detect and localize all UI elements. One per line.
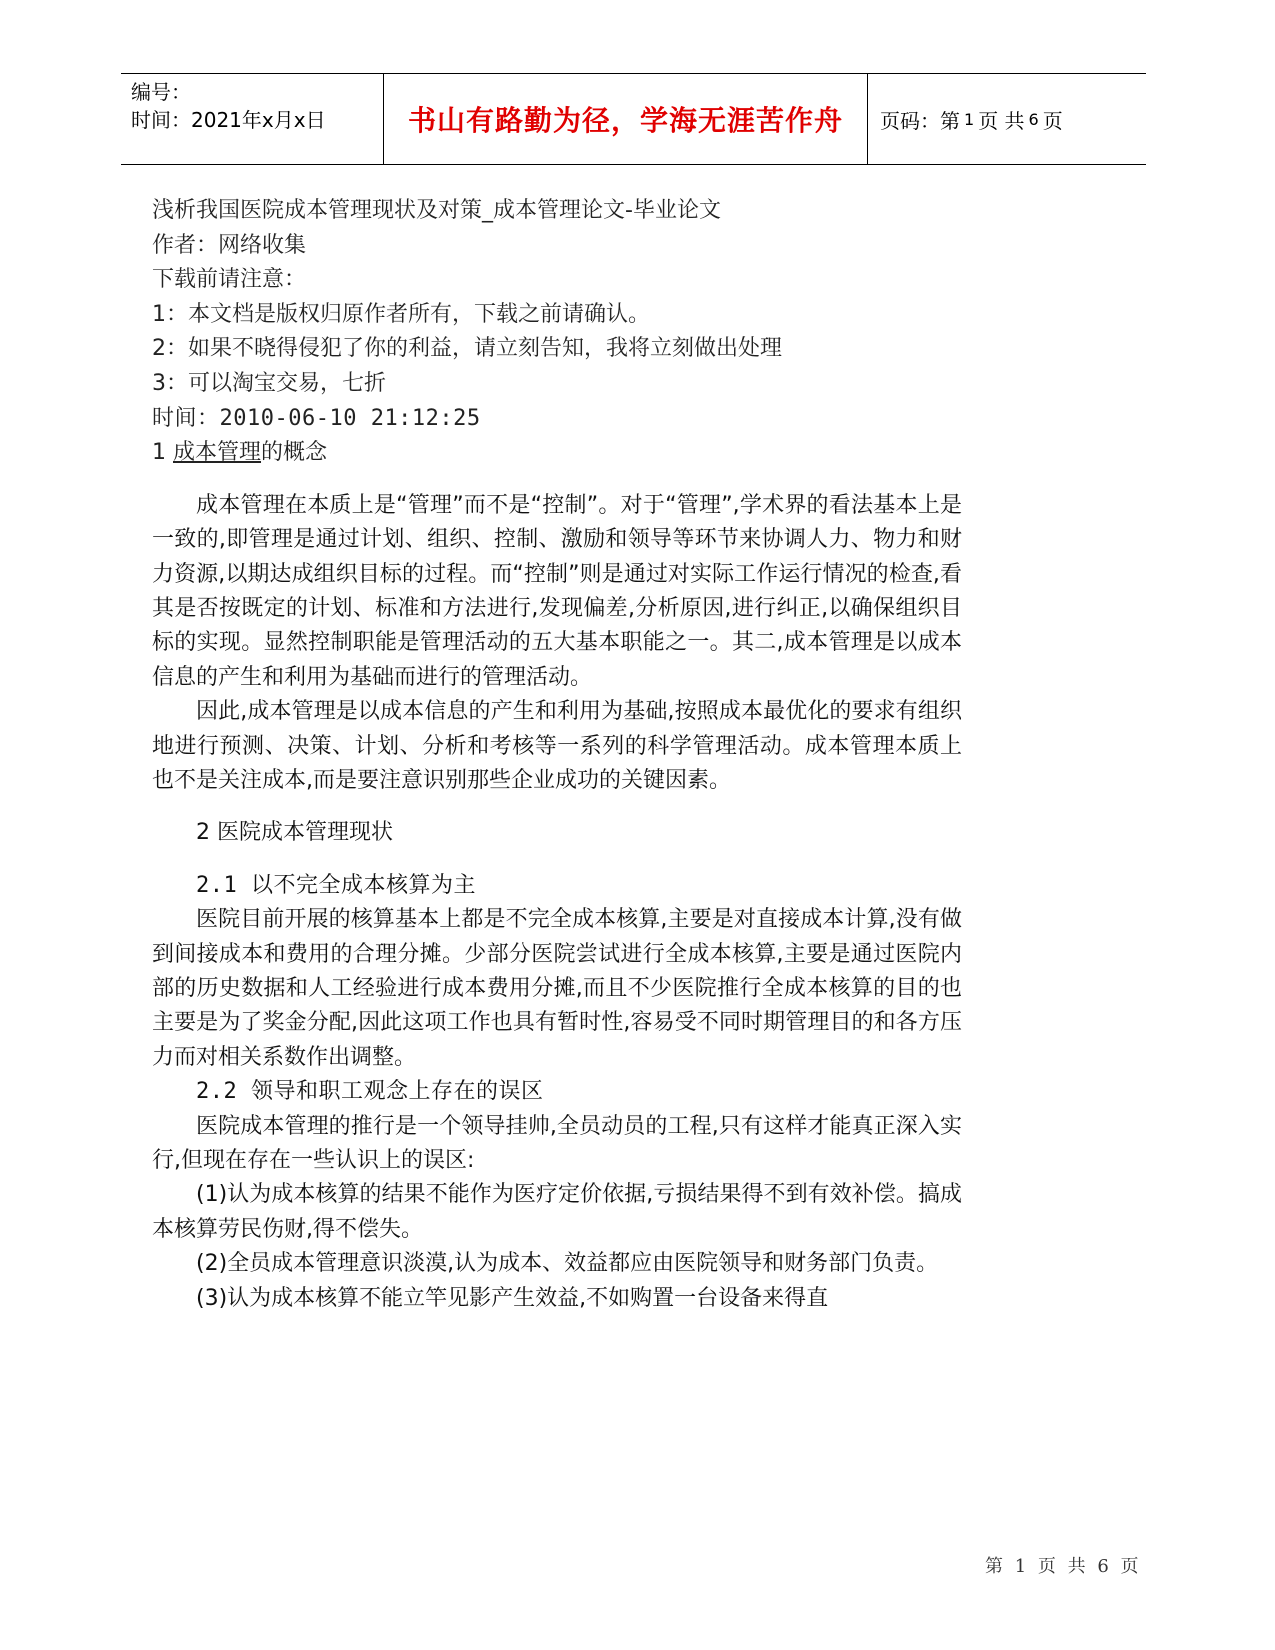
header-page-number	[868, 74, 1146, 164]
document-title: 浅析我国医院成本管理现状及对策_成本管理论文-毕业论文	[152, 198, 721, 223]
section-2-1-heading: 2.1 以不完全成本核算为主	[196, 872, 476, 898]
page-mid: 页 共	[978, 108, 1025, 133]
paragraph-7: (3)认为成本核算不能立竿见影产生效益,不如购置一台设备来得直	[196, 1285, 829, 1311]
notice-item-1: 1：本文档是版权归原作者所有，下载之前请确认。	[152, 301, 650, 327]
notice-item-3: 3：可以淘宝交易，七折	[152, 370, 386, 396]
paragraph-5: (1)认为成本核算的结果不能作为医疗定价依据,亏损结果得不到有效补偿。搞成本核算劳民伤财,得不偿失。	[152, 1182, 962, 1242]
section-1-number: 1	[152, 440, 173, 466]
document-header	[121, 73, 1146, 165]
serial-number-label: 编号：	[131, 80, 191, 104]
paragraph-4: 医院成本管理的推行是一个领导挂帅,全员动员的工程,只有这样才能真正深入实行,但现在存在一些认识上的误区:	[152, 1113, 962, 1174]
page-current: 1	[964, 109, 975, 129]
paragraph-3: 医院目前开展的核算基本上都是不完全成本核算,主要是对直接成本计算,没有做到间接成本和费用的合理分摊。少部分医院尝试进行全成本核算,主要是通过医院内部的历史数据和人工经验进行成本费用分摊,而且不少医院推行全成本核算的目的也主要是为了奖金分配,因此这项工作也具有暂时性,容易受不同时期管理目的和各方压力而对相关系数作出调整。	[152, 907, 962, 1070]
paragraph-1: 成本管理在本质上是“管理”而不是“控制”。对于“管理”,学术界的看法基本上是一致的,即管理是通过计划、组织、控制、激励和领导等环节来协调人力、物力和财力资源,以期达成组织目标的过程。而“控制”则是通过对实际工作运行情况的检查,看其是否按既定的计划、标准和方法进行,发现偏差,分析原因,进行纠正,以确保组织目标的实现。显然控制职能是管理活动的五大基本职能之一。其二,成本管理是以成本信息的产生和利用为基础而进行的管理活动。	[152, 492, 962, 690]
page-total: 6	[1028, 109, 1039, 129]
notice-line: 下载前请注意：	[152, 267, 307, 293]
section-1-heading	[152, 436, 962, 471]
page-suffix: 页	[1042, 108, 1063, 133]
publish-time: 时间：2010-06-10 21:12:25	[152, 405, 481, 431]
notice-item-2: 2：如果不晓得侵犯了你的利益，请立刻告知，我将立刻做出处理	[152, 336, 782, 362]
document-body	[152, 194, 962, 1316]
author-line: 作者：网络收集	[152, 232, 307, 258]
header-date: 时间：2021年x月x日	[131, 108, 326, 132]
header-left-cell	[121, 74, 383, 164]
section-1-title-rest: 的概念	[261, 440, 328, 466]
page-prefix: 页码：第	[880, 108, 960, 133]
page-footer: 第 1 页 共 6 页	[985, 1556, 1142, 1577]
paragraph-6: (2)全员成本管理意识淡漠,认为成本、效益都应由医院领导和财务部门负责。	[196, 1251, 939, 1277]
section-1-link[interactable]: 成本管理	[173, 440, 262, 466]
section-2-2-heading: 2.2 领导和职工观念上存在的误区	[196, 1079, 544, 1105]
paragraph-2: 因此,成本管理是以成本信息的产生和利用为基础,按照成本最优化的要求有组织地进行预测、决策、计划、分析和考核等一系列的科学管理活动。成本管理本质上也不是关注成本,而是要注意识别那些企业成功的关键因素。	[152, 699, 962, 793]
header-slogan: 书山有路勤为径，学海无涯苦作舟	[383, 74, 868, 164]
section-2-heading: 2 医院成本管理现状	[196, 820, 393, 846]
